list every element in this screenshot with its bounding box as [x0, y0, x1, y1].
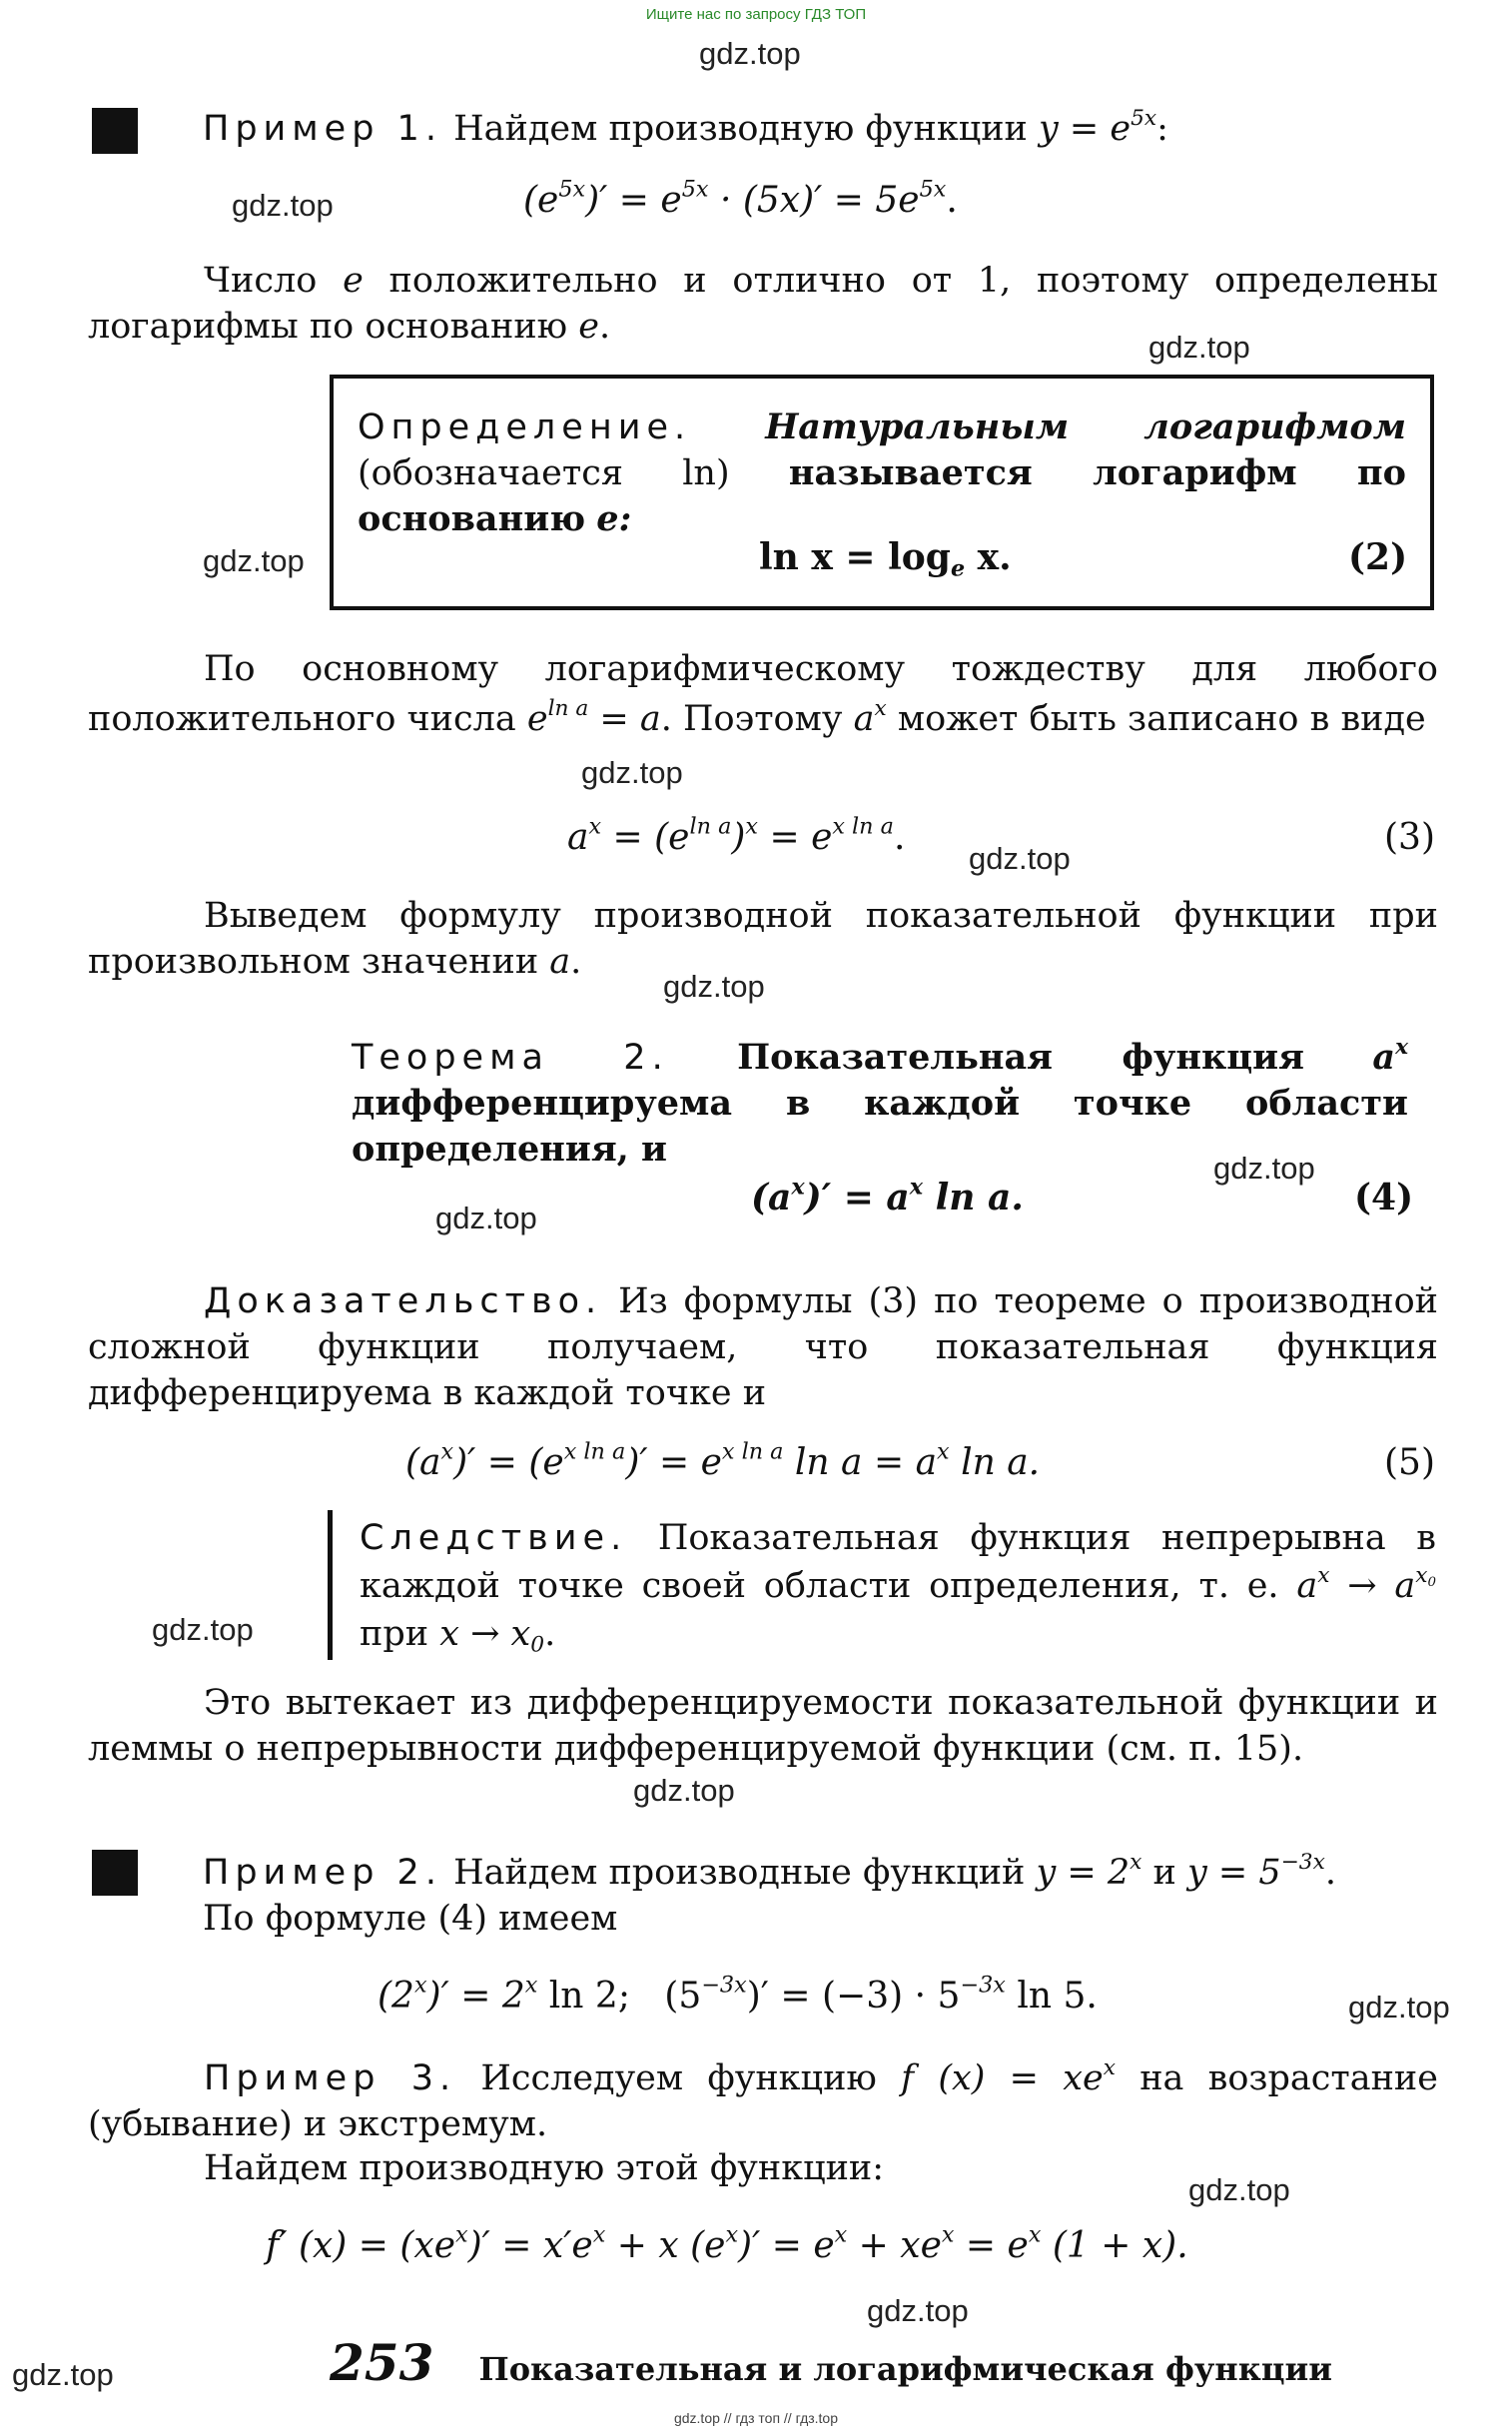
- example1-text: Найдем производную функции: [453, 109, 1028, 149]
- definition-box: [330, 375, 1434, 610]
- paragraph-follows: Это вытекает из дифференцируемости показательной функции и леммы о непрерывности дифференцируемой функции (см. п. 15).: [88, 1683, 1438, 1769]
- formula-4: $(a^x)' = a^x$ ln a.: [751, 1174, 1024, 1218]
- corollary: Следствие. Показательная функция непрерывна в каждой точке своей области определения, т. е. $a^x \to a^{x_0}$ при $x \to x_0$.: [360, 1518, 1436, 1658]
- definition-number: (2): [1348, 536, 1408, 578]
- theorem-2: Теорема 2. Показательная функция $a^x$ дифференцируема в каждой точке области определения, и: [352, 1034, 1408, 1170]
- formula-5-number: (5): [1384, 1442, 1435, 1483]
- watermark: gdz.top: [1348, 1990, 1450, 2025]
- example1-formula: $(e^{5x})' = e^{5x} \cdot (5x)' = 5e^{5x}$.: [523, 176, 958, 221]
- example-marker-square: [92, 108, 138, 154]
- watermark: gdz.top: [969, 841, 1071, 876]
- example1-tail: :: [1156, 109, 1168, 149]
- corollary-label: Следствие.: [360, 1518, 628, 1558]
- watermark: gdz.top: [699, 36, 801, 71]
- example3-derivative-intro: Найдем производную этой функции:: [204, 2148, 885, 2188]
- paragraph-number-e: Число e положительно и отлично от 1, поэтому определены логарифмы по основанию e.: [88, 261, 1438, 347]
- definition-formula: $\ln x = \log_e x$.: [759, 536, 1012, 582]
- example3-paragraph: Пример 3. Исследуем функцию f $(x) = xe^x$ на возрастание (убывание) и экстремум.: [88, 2054, 1438, 2144]
- watermark: gdz.top: [1188, 2172, 1290, 2207]
- example3-label: Пример 3.: [204, 2058, 457, 2098]
- example2-formula: $(2^x)' = 2^x$ ln 2; $(5^{-3x})' = (-3) \cdot 5^{-3x}$ ln 5.: [378, 1972, 1098, 2017]
- corollary-bar: [328, 1510, 333, 1660]
- formula-5: $(a^x)' = (e^{x ln a})' = e^{x ln a}$ $\ln a = a^x$ ln a.: [405, 1438, 1041, 1483]
- example1-line: [203, 106, 1441, 152]
- paragraph-derive: Выведем формулу производной показательной функции при произвольном значении a.: [88, 896, 1438, 982]
- formula-3: $a^x = (e^{ln a})^x = e^{x ln a}$.: [567, 813, 906, 858]
- proof-label: Доказательство.: [204, 1281, 603, 1321]
- example2-label: Пример 2.: [203, 1853, 442, 1893]
- page-footer: [330, 2333, 1332, 2392]
- watermark: gdz.top: [663, 969, 765, 1004]
- definition-label: Определение.: [358, 407, 692, 447]
- example3-formula: f′ $(x) = (xe^x)' = x'e^x + x$ $(e^x)' = e^x + xe^x = e^x$ (1 + x).: [266, 2221, 1188, 2266]
- watermark: gdz.top: [435, 1201, 537, 1235]
- formula-3-number: (3): [1384, 817, 1435, 858]
- top-note: Ищите нас по запросу ГДЗ ТОП: [645, 6, 867, 23]
- paragraph-log-identity: По основному логарифмическому тождеству для любого положительного числа $e^{ln a} = a$. Поэтому $a^x$ может быть записано в виде: [88, 649, 1438, 739]
- watermark: gdz.top: [203, 543, 305, 578]
- watermark: gdz.top: [581, 755, 683, 790]
- watermark: gdz.top: [1213, 1151, 1315, 1186]
- formula-4-number: (4): [1354, 1177, 1414, 1218]
- page-number: 253: [330, 2333, 434, 2392]
- watermark: gdz.top: [232, 188, 334, 223]
- watermark: gdz.top: [152, 1612, 254, 1647]
- bottom-note: gdz.top // гдз топ // гдз.top: [673, 2410, 839, 2426]
- example1-func: $y = e^{5x}$: [1039, 105, 1157, 149]
- example-marker-square: [92, 1850, 138, 1896]
- definition-text: Определение. Натуральным логарифмом (обозначается ln) называется логарифм по основанию e:: [358, 406, 1406, 539]
- watermark: gdz.top: [1148, 330, 1250, 365]
- proof-paragraph: Доказательство. Из формулы (3) по теореме о производной сложной функции получаем, что показательная функция дифференцируема в каждой точке и: [88, 1281, 1438, 1413]
- theorem-label: Теорема 2.: [352, 1038, 669, 1078]
- example2-paragraph: Пример 2. Найдем производные функций $y = 2^x$ и $y = 5^{-3x}$. По формуле (4) имеем: [203, 1849, 1336, 1939]
- watermark: gdz.top: [12, 2357, 114, 2392]
- watermark: gdz.top: [633, 1773, 735, 1808]
- running-head: Показательная и логарифмическая функции: [478, 2350, 1332, 2388]
- watermark: gdz.top: [867, 2293, 969, 2328]
- example1-label: Пример 1.: [203, 109, 442, 149]
